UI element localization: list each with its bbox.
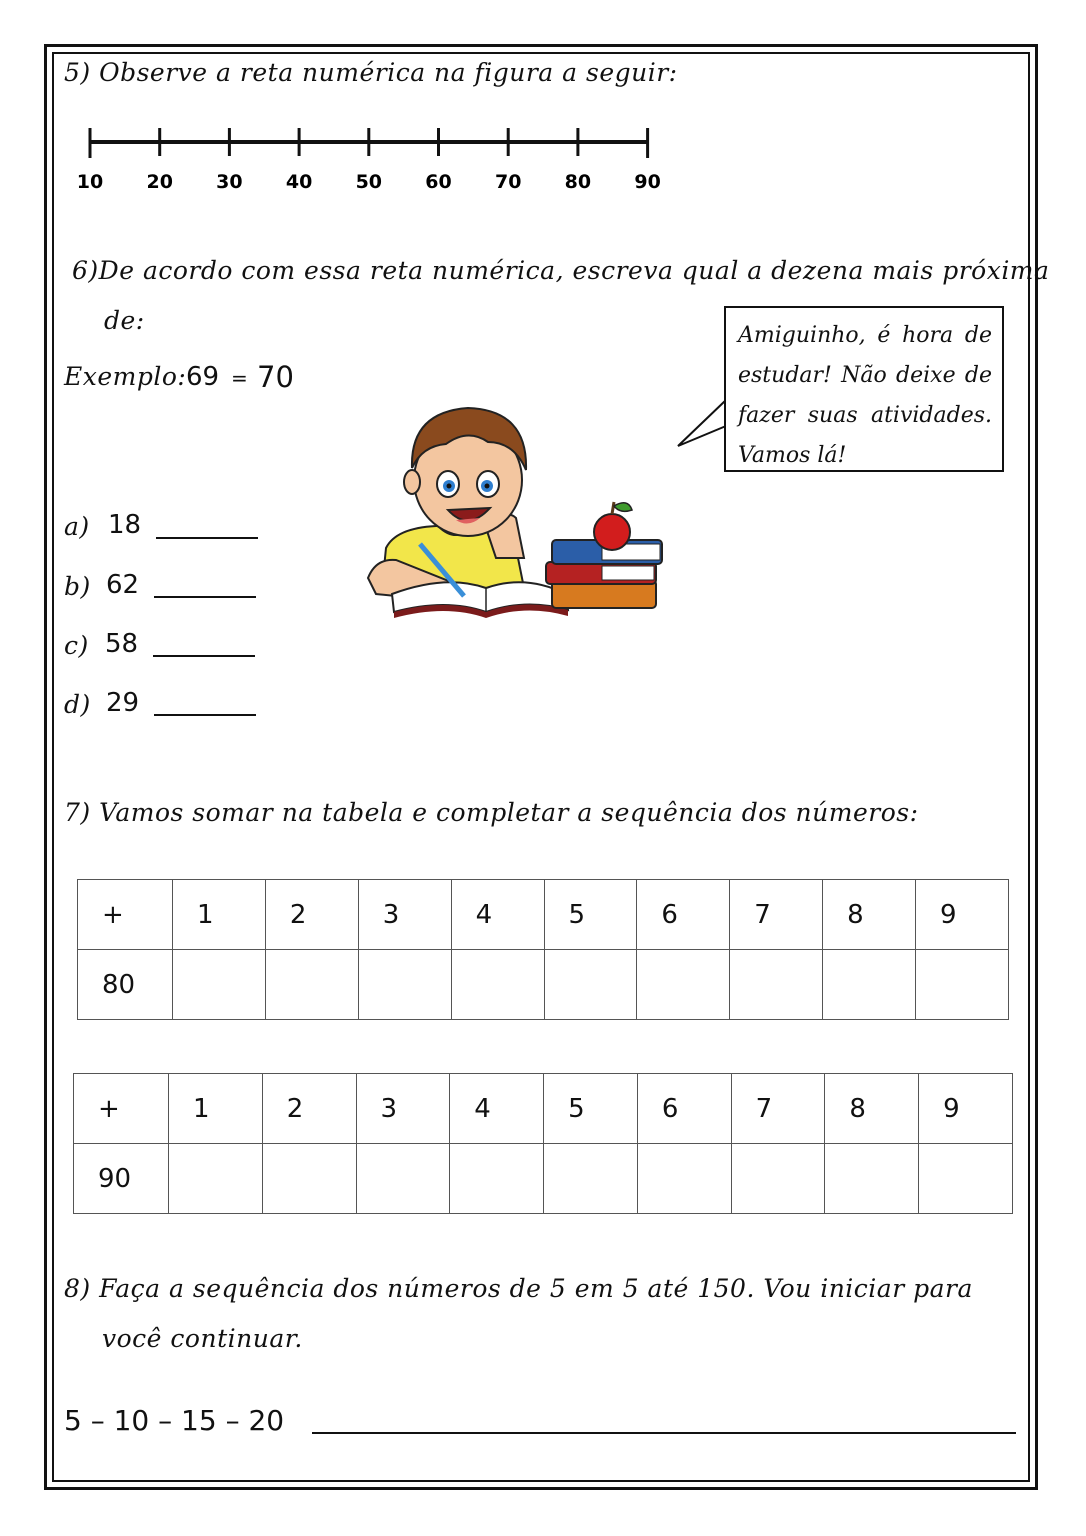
table-answer-row (78, 950, 1009, 1020)
number-line-tick-label: 30 (216, 171, 243, 193)
item-d-label: d) (64, 690, 91, 719)
table-header-cell: 3 (358, 880, 451, 950)
table-base-cell: 80 (78, 950, 173, 1020)
table-header-row (78, 880, 1009, 950)
item-b-answer-line[interactable] (154, 596, 256, 598)
table-header-cell: 4 (450, 1074, 544, 1144)
table-header-row (74, 1074, 1013, 1144)
number-line-tick-label: 80 (564, 171, 592, 193)
table-header-cell: 6 (637, 880, 730, 950)
example-answer: 70 (257, 360, 294, 394)
table-answer-cell[interactable] (262, 1144, 356, 1214)
table-header-cell: 5 (544, 880, 637, 950)
table-answer-cell[interactable] (544, 1144, 638, 1214)
item-d-answer-line[interactable] (154, 714, 256, 716)
example-equals: = (231, 366, 248, 390)
boy-studying-illustration (356, 398, 672, 624)
table-answer-cell[interactable] (919, 1144, 1013, 1214)
sequence-answer-line[interactable] (312, 1432, 1016, 1434)
example-label: Exemplo: (64, 362, 187, 391)
table-header-cell: 8 (823, 880, 916, 950)
item-c-label: c) (64, 631, 89, 660)
table-answer-cell[interactable] (265, 950, 358, 1020)
speech-bubble: Amiguinho, é hora de estudar! Não deixe de fazer suas atividades. Vamos lá! (724, 306, 1004, 472)
item-c-answer-line[interactable] (153, 655, 255, 657)
number-line-tick-label: 60 (425, 171, 452, 193)
item-a-answer-line[interactable] (156, 537, 258, 539)
number-line-tick-label: 40 (285, 171, 313, 193)
item-c-value: 58 (105, 629, 139, 659)
table-answer-cell[interactable] (544, 950, 637, 1020)
item-b-value: 62 (106, 570, 140, 600)
table-operator-cell: + (74, 1074, 169, 1144)
example-value: 69 (186, 362, 220, 392)
table-answer-cell[interactable] (637, 950, 730, 1020)
question-8-text-cont: você continuar. (102, 1324, 303, 1353)
sum-table-90 (73, 1073, 1013, 1214)
number-line-tick-label: 10 (76, 171, 104, 193)
table-answer-cell[interactable] (823, 950, 916, 1020)
table-header-cell: 9 (916, 880, 1009, 950)
table-answer-cell[interactable] (450, 1144, 544, 1214)
table-header-cell: 1 (173, 880, 266, 950)
table-answer-cell[interactable] (731, 1144, 825, 1214)
item-a-value: 18 (108, 510, 142, 540)
table-answer-row (74, 1144, 1013, 1214)
table-header-cell: 5 (544, 1074, 638, 1144)
number-line-tick-label: 50 (355, 171, 383, 193)
table-header-cell: 3 (356, 1074, 450, 1144)
sequence-start: 5 – 10 – 15 – 20 (64, 1404, 285, 1437)
number-line-tick-label: 20 (146, 171, 173, 193)
item-b-label: b) (64, 572, 91, 601)
table-answer-cell[interactable] (730, 950, 823, 1020)
question-6-text: 6)De acordo com essa reta numérica, escreva qual a dezena mais próxima (72, 256, 1050, 285)
question-5-text: 5) Observe a reta numérica na figura a seguir: (64, 58, 678, 87)
item-a-label: a) (64, 512, 90, 541)
table-answer-cell[interactable] (637, 1144, 731, 1214)
table-answer-cell[interactable] (916, 950, 1009, 1020)
table-answer-cell[interactable] (173, 950, 266, 1020)
question-6-text-cont: de: (104, 306, 145, 335)
table-base-cell: 90 (74, 1144, 169, 1214)
table-answer-cell[interactable] (169, 1144, 263, 1214)
table-header-cell: 7 (730, 880, 823, 950)
table-header-cell: 7 (731, 1074, 825, 1144)
speech-bubble-tail (676, 396, 728, 450)
table-answer-cell[interactable] (451, 950, 544, 1020)
number-line-tick-label: 70 (494, 171, 522, 193)
table-answer-cell[interactable] (825, 1144, 919, 1214)
table-header-cell: 6 (637, 1074, 731, 1144)
number-line-tick-label: 90 (634, 171, 661, 193)
table-answer-cell[interactable] (356, 1144, 450, 1214)
table-header-cell: 2 (265, 880, 358, 950)
question-7-text: 7) Vamos somar na tabela e completar a sequência dos números: (64, 798, 919, 827)
number-line (76, 128, 676, 198)
table-operator-cell: + (78, 880, 173, 950)
table-answer-cell[interactable] (358, 950, 451, 1020)
table-header-cell: 8 (825, 1074, 919, 1144)
sum-table-80 (77, 879, 1009, 1020)
item-d-value: 29 (106, 688, 140, 718)
question-8-text: 8) Faça a sequência dos números de 5 em 5 até 150. Vou iniciar para (64, 1274, 973, 1303)
table-header-cell: 4 (451, 880, 544, 950)
table-header-cell: 2 (262, 1074, 356, 1144)
table-header-cell: 1 (169, 1074, 263, 1144)
table-header-cell: 9 (919, 1074, 1013, 1144)
